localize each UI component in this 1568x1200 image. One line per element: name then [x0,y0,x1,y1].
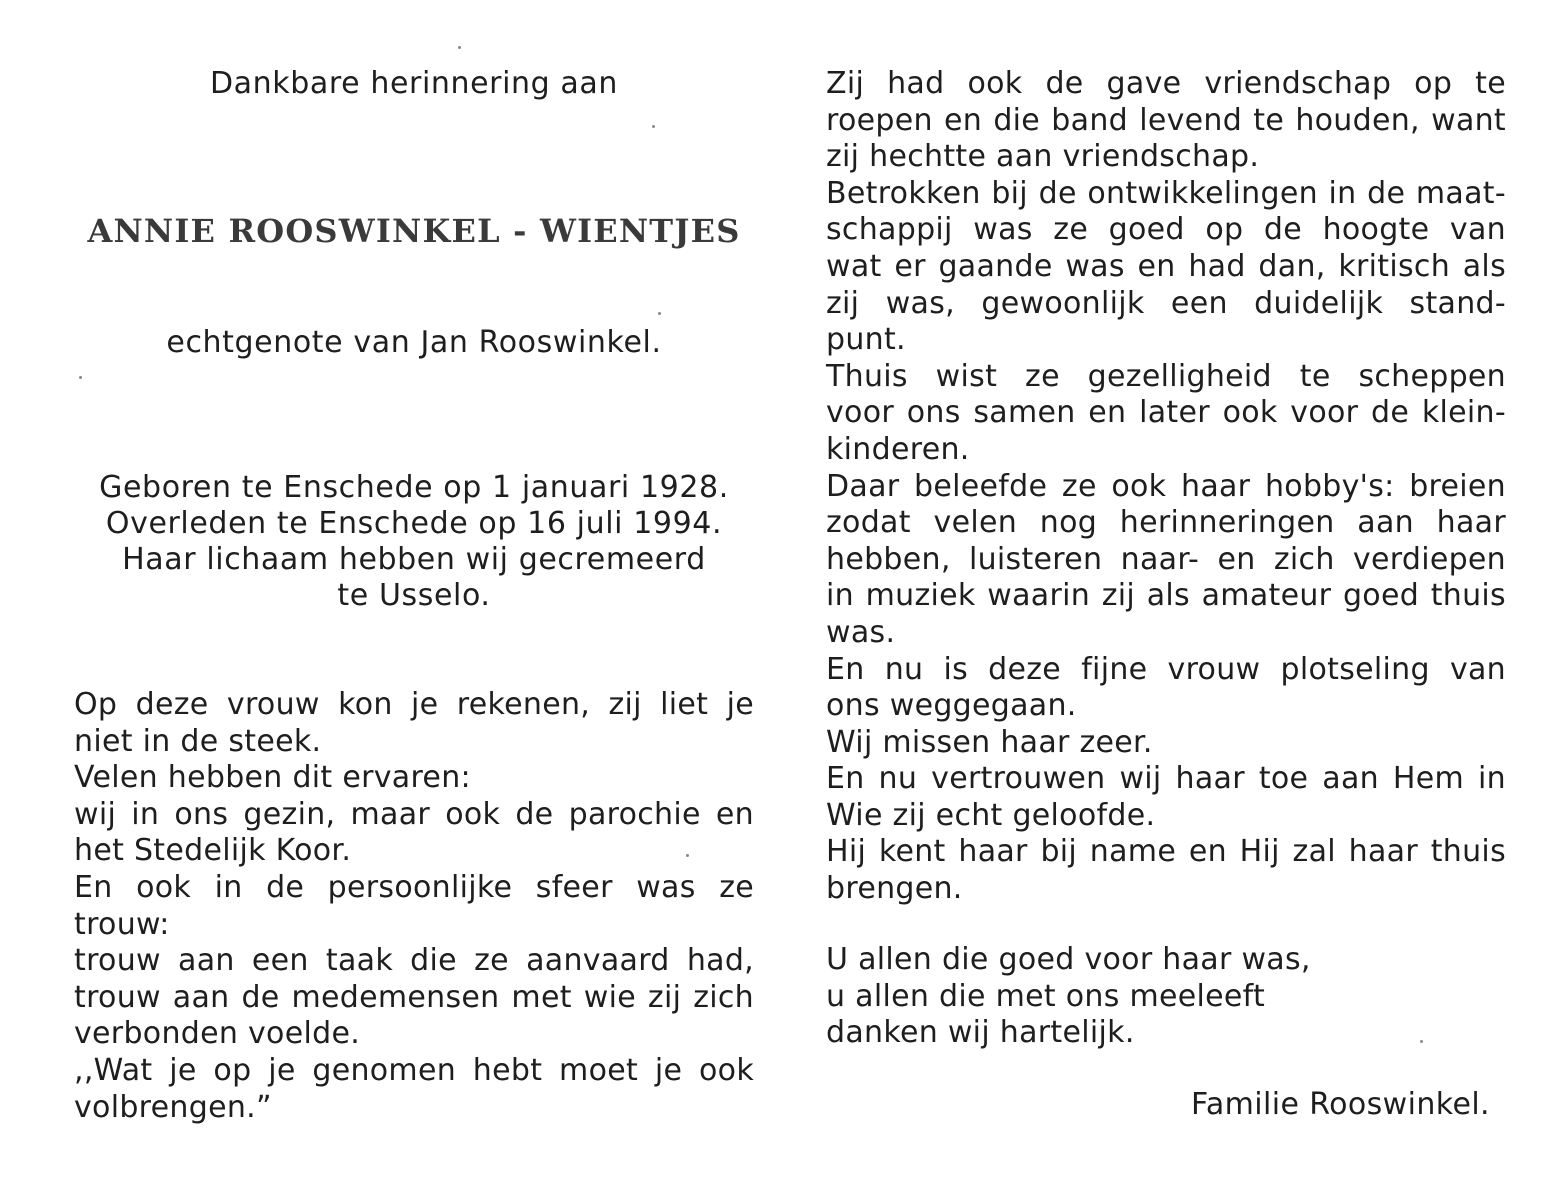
body-line: trouw aan de medemensen met wie zij zich [74,979,754,1015]
closing-line: U allen die goed voor haar was, [826,942,1311,977]
scan-speck [658,312,661,315]
body-line: trouw: [74,906,170,942]
body-line: niet in de steek. [74,723,322,759]
body-line: het Stedelijk Koor. [74,833,352,869]
body-line: volbrengen.” [74,1089,272,1125]
body-line: Betrokken bij de ontwikkelingen in de maat- [826,175,1506,211]
body-line: Velen hebben dit ervaren: [74,760,471,796]
body-line: trouw aan een taak die ze aanvaard had, [74,943,754,979]
right-body-text [826,66,1506,908]
body-line: Thuis wist ze gezelligheid te scheppen [826,358,1506,394]
body-line: zodat velen nog herinneringen aan haar [826,505,1506,541]
body-line: wat er gaande was en had dan, kritisch als [826,248,1506,284]
body-line: Wij missen haar zeer. [826,724,1153,760]
left-body-text [74,687,754,1126]
body-line: En nu vertrouwen wij haar toe aan Hem in [826,761,1506,797]
body-line: Zij had ook de gave vriendschap op te [826,66,1506,101]
scan-speck [458,46,461,49]
body-line: En nu is deze fijne vrouw plotseling van [826,651,1506,687]
body-line: ,,Wat je op je genomen hebt moet je ook [74,1052,754,1088]
death-line: Overleden te Enschede op 16 juli 1994. [105,506,723,541]
scan-speck [686,854,689,857]
closing-line: danken wij hartelijk. [826,1015,1135,1051]
dedication-heading: Dankbare herinnering aan [209,66,619,101]
birth-line: Geboren te Enschede op 1 januari 1928. [99,470,729,505]
body-line: Daar beleefde ze ook haar hobby's: breien [826,468,1506,504]
body-line: Hij kent haar bij name en Hij zal haar thuis [826,834,1506,870]
body-line: Wie zij echt geloofde. [826,797,1156,833]
cremation-line: Haar lichaam hebben wij gecremeerd [122,542,706,577]
body-line: voor ons samen en later ook voor de klein- [826,395,1506,431]
family-signature: Familie Rooswinkel. [1190,1087,1490,1122]
scan-speck [652,125,655,128]
body-line: punt. [826,322,906,358]
body-line: verbonden voelde. [74,1016,361,1052]
body-line: kinderen. [826,431,970,467]
body-line: was. [826,614,896,650]
body-line: En ook in de persoonlijke sfeer was ze [74,869,754,905]
body-line: zij was, gewoonlijk een duidelijk stand- [826,285,1506,321]
closing-line: u allen die met ons meeleeft [826,978,1266,1014]
body-line: ons weggegaan. [826,688,1077,724]
scan-speck [1420,1040,1423,1043]
body-line: Op deze vrouw kon je rekenen, zij liet je [74,687,754,722]
body-line: brengen. [826,871,963,907]
body-line: schappij was ze goed op de hoogte van [826,212,1506,248]
spouse-line: echtgenote van Jan Rooswinkel. [166,325,662,360]
body-line: zij hechtte aan vriendschap. [826,139,1260,175]
cremation-place-line: te Usselo. [337,578,491,613]
body-line: in muziek waarin zij als amateur goed thuis [826,578,1506,614]
scan-speck [79,376,82,379]
deceased-name: ANNIE ROOSWINKEL - WIENTJES [87,212,741,250]
body-line: wij in ons gezin, maar ook de parochie en [74,796,754,832]
closing-text [826,942,1506,1052]
body-line: roepen en die band levend te houden, want [826,102,1506,138]
body-line: hebben, luisteren naar- en zich verdiepen [826,541,1506,577]
